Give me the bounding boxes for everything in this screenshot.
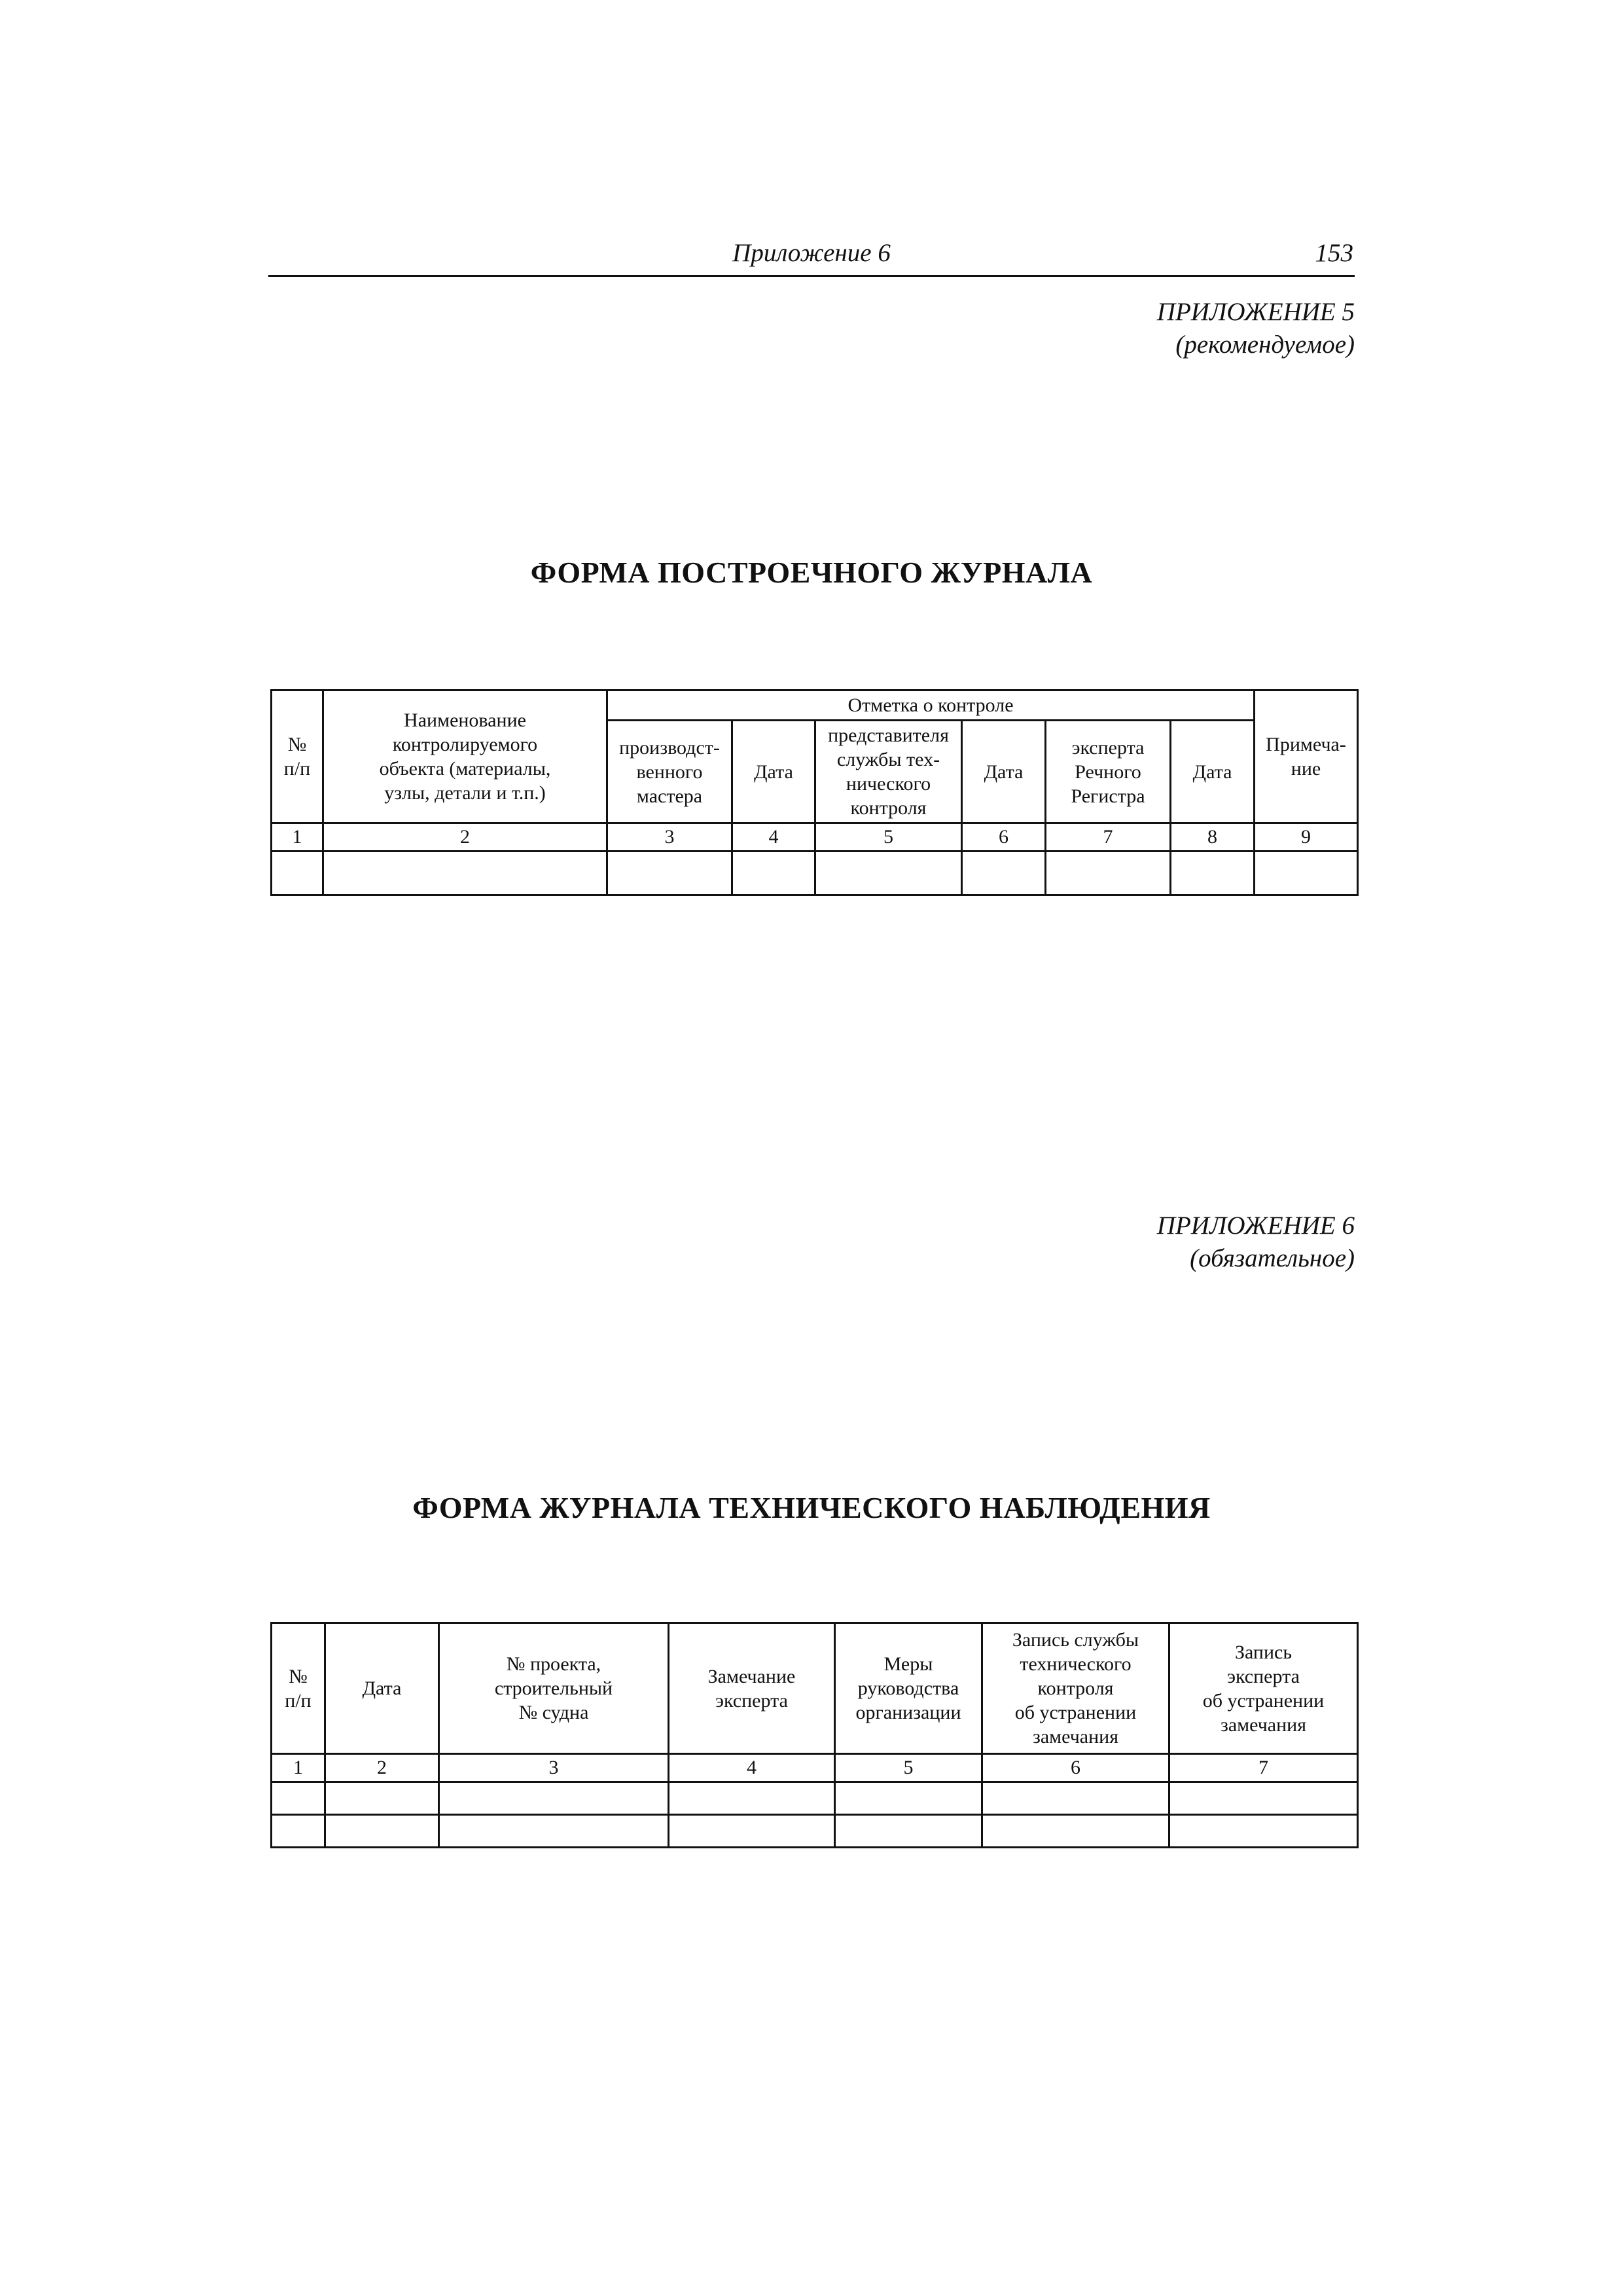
column-number: 8 <box>1171 823 1255 852</box>
column-number-row <box>272 1754 1358 1782</box>
technical-supervision-journal-title: ФОРМА ЖУРНАЛА ТЕХНИЧЕСКОГО НАБЛЮДЕНИЯ <box>412 1491 1211 1524</box>
column-number: 1 <box>272 823 323 852</box>
table-cell <box>1171 852 1255 895</box>
column-number: 4 <box>669 1754 835 1782</box>
column-number: 7 <box>1169 1754 1358 1782</box>
table-cell <box>325 1815 439 1848</box>
header-cell-date: Дата <box>1171 721 1255 823</box>
table-cell <box>439 1782 669 1815</box>
header-cell-qc-representative: представителя службы тех- нического контроля <box>815 721 962 823</box>
header-cell-production-master: производст- венного мастера <box>607 721 732 823</box>
table-cell <box>1255 852 1358 895</box>
header-cell-expert-remark: Замечание эксперта <box>669 1623 835 1754</box>
header-cell-number: № п/п <box>272 691 323 823</box>
header-cell-expert-record: Запись эксперта об устранении замечания <box>1169 1623 1358 1754</box>
table-cell <box>272 852 323 895</box>
construction-journal-table <box>270 689 1359 896</box>
construction-journal-title: ФОРМА ПОСТРОЕЧНОГО ЖУРНАЛА <box>530 556 1093 589</box>
appendix-5-heading <box>1157 296 1355 361</box>
column-number: 3 <box>607 823 732 852</box>
table-cell <box>815 852 962 895</box>
column-number: 7 <box>1046 823 1171 852</box>
page-header <box>268 237 1355 277</box>
header-cell-management-measures: Меры руководства организации <box>835 1623 982 1754</box>
table-cell <box>607 852 732 895</box>
column-number: 4 <box>732 823 815 852</box>
appendix-6-label: ПРИЛОЖЕНИЕ 6 <box>1156 1211 1355 1240</box>
table-cell <box>982 1782 1169 1815</box>
column-number: 1 <box>272 1754 325 1782</box>
appendix-6-heading <box>1157 1210 1355 1275</box>
table-header-row <box>272 691 1358 721</box>
header-cell-control-mark-group: Отметка о контроле <box>607 691 1255 721</box>
table-cell <box>272 1782 325 1815</box>
column-number-row <box>272 823 1358 852</box>
table-row <box>272 1782 1358 1815</box>
table-cell <box>439 1815 669 1848</box>
table-cell <box>669 1782 835 1815</box>
header-cell-register-expert: эксперта Речного Регистра <box>1046 721 1171 823</box>
table-row <box>272 1815 1358 1848</box>
column-number: 2 <box>325 1754 439 1782</box>
header-cell-date: Дата <box>962 721 1046 823</box>
appendix-6-note: (обязательное) <box>1190 1244 1355 1272</box>
column-number: 9 <box>1255 823 1358 852</box>
column-number: 6 <box>982 1754 1169 1782</box>
header-cell-number: № п/п <box>272 1623 325 1754</box>
table-cell <box>962 852 1046 895</box>
table-header-row <box>272 1623 1358 1754</box>
table-cell <box>835 1782 982 1815</box>
table-cell <box>732 852 815 895</box>
table-row <box>272 852 1358 895</box>
column-number: 3 <box>439 1754 669 1782</box>
table-cell <box>1169 1815 1358 1848</box>
table-cell <box>669 1815 835 1848</box>
table-cell <box>1046 852 1171 895</box>
header-cell-object-name: Наименование контролируемого объекта (материалы, узлы, детали и т.п.) <box>323 691 607 823</box>
header-cell-qc-record: Запись службы технического контроля об устранении замечания <box>982 1623 1169 1754</box>
technical-supervision-journal-table <box>270 1622 1359 1848</box>
table-cell <box>835 1815 982 1848</box>
table-cell <box>1169 1782 1358 1815</box>
running-title: Приложение 6 <box>732 239 891 267</box>
table-cell <box>323 852 607 895</box>
appendix-5-note: (рекомендуемое) <box>1175 331 1355 359</box>
column-number: 5 <box>835 1754 982 1782</box>
header-cell-project-number: № проекта, строительный № судна <box>439 1623 669 1754</box>
column-number: 2 <box>323 823 607 852</box>
table-cell <box>982 1815 1169 1848</box>
table-cell <box>325 1782 439 1815</box>
header-cell-remarks: Примеча- ние <box>1255 691 1358 823</box>
table-cell <box>272 1815 325 1848</box>
page-number: 153 <box>1315 239 1353 267</box>
header-cell-date: Дата <box>325 1623 439 1754</box>
column-number: 5 <box>815 823 962 852</box>
appendix-5-label: ПРИЛОЖЕНИЕ 5 <box>1156 298 1355 326</box>
header-cell-date: Дата <box>732 721 815 823</box>
column-number: 6 <box>962 823 1046 852</box>
